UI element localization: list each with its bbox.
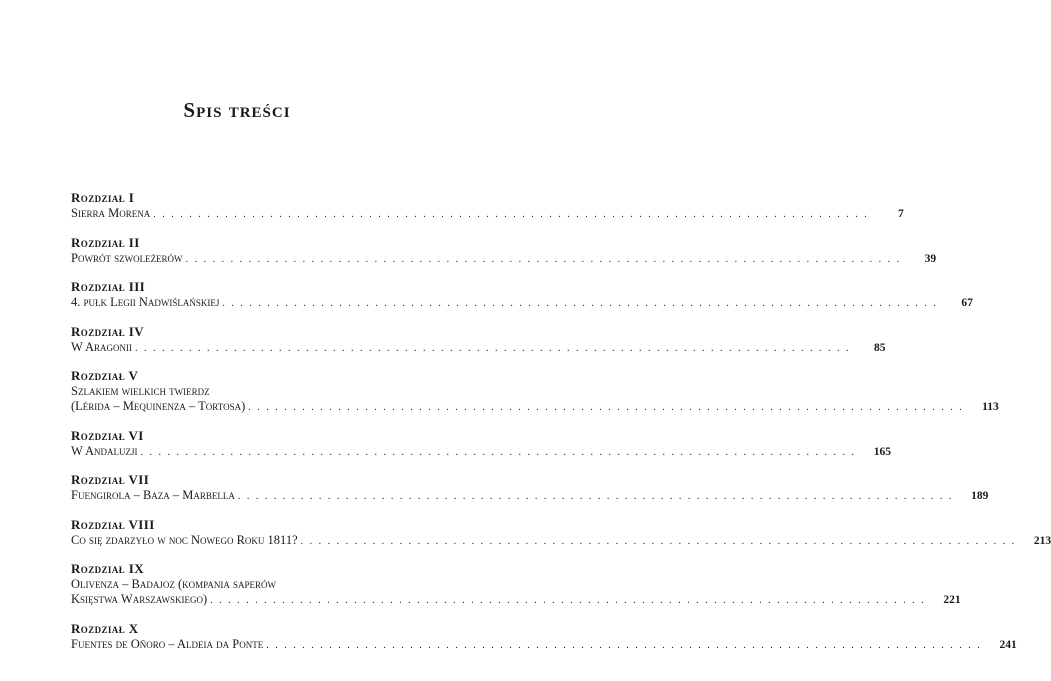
- page-number: 165: [873, 445, 892, 458]
- chapter-title: Księstwa Warszawskiego): [71, 592, 208, 606]
- chapter-title: Powrót szwoleżerów: [71, 250, 183, 265]
- chapter-label: Rozdział I: [71, 190, 135, 205]
- dot-leader: . . . . . . . . . . . . . . . . . . . . . . . . . . . . . . . . . . . . . . . . . . . . . . . . . . . . . . . . . . . . . . . . . . . . . . . . . . . . . . . .: [266, 639, 982, 651]
- toc-entry[interactable]: [71, 427, 892, 460]
- chapter-title-line: [71, 295, 973, 311]
- chapter-title-line: [71, 250, 937, 267]
- page-number: 213: [1033, 534, 1051, 547]
- chapter-title-line: [71, 399, 999, 415]
- chapter-title-line: [71, 488, 989, 504]
- chapter-title-line: [71, 206, 904, 222]
- chapter-label: Rozdział X: [71, 620, 139, 636]
- toc-entry[interactable]: [71, 279, 973, 311]
- dot-leader: . . . . . . . . . . . . . . . . . . . . . . . . . . . . . . . . . . . . . . . . . . . . . . . . . . . . . . . . . . . . . . . . . . . . . . . . . . . . . . . .: [140, 446, 857, 458]
- chapter-title-line: [71, 532, 1051, 549]
- page-number: 113: [982, 401, 999, 413]
- toc-entry[interactable]: [71, 561, 961, 608]
- toc-entry[interactable]: [71, 516, 1051, 549]
- toc-entry[interactable]: [71, 472, 989, 504]
- table-of-contents: [71, 190, 1051, 665]
- chapter-label: Rozdział V: [71, 368, 139, 383]
- toc-entry[interactable]: [71, 323, 886, 356]
- chapter-title: W Andaluzji: [71, 443, 138, 458]
- chapter-label: Rozdział IX: [71, 561, 144, 576]
- page-number: 221: [943, 594, 961, 606]
- dot-leader: . . . . . . . . . . . . . . . . . . . . . . . . . . . . . . . . . . . . . . . . . . . . . . . . . . . . . . . . . . . . . . . . . . . . . . . . . . . . . . . .: [210, 595, 926, 606]
- page-number: 7: [897, 208, 904, 220]
- dot-leader: . . . . . . . . . . . . . . . . . . . . . . . . . . . . . . . . . . . . . . . . . . . . . . . . . . . . . . . . . . . . . . . . . . . . . . . . . . . . . . . .: [153, 209, 869, 220]
- dot-leader: . . . . . . . . . . . . . . . . . . . . . . . . . . . . . . . . . . . . . . . . . . . . . . . . . . . . . . . . . . . . . . . . . . . . . . . . . . . . . . . .: [300, 535, 1017, 547]
- chapter-title-line: [71, 339, 886, 356]
- chapter-title: (Lérida – Mequinenza – Tortosa): [71, 399, 246, 413]
- chapter-title-line: [71, 636, 1017, 653]
- toc-entry[interactable]: [71, 234, 937, 267]
- page-number: 241: [999, 638, 1017, 651]
- chapter-title: Fuentes de Oñoro – Aldeia da Ponte: [71, 636, 264, 651]
- chapter-label: Rozdział VIII: [71, 516, 155, 532]
- dot-leader: . . . . . . . . . . . . . . . . . . . . . . . . . . . . . . . . . . . . . . . . . . . . . . . . . . . . . . . . . . . . . . . . . . . . . . . . . . . . . . . .: [135, 342, 851, 354]
- chapter-title: Olivenza – Badajoz (kompania saperów: [71, 577, 276, 591]
- chapter-title: W Aragonii: [71, 339, 133, 354]
- page-number: 67: [961, 297, 973, 309]
- chapter-title-line: [71, 443, 892, 460]
- chapter-title: Szlakiem wielkich twierdz: [71, 384, 210, 398]
- chapter-title-line: [71, 592, 961, 608]
- toc-entry[interactable]: [71, 620, 1017, 653]
- chapter-title: Co się zdarzyło w noc Nowego Roku 1811?: [71, 532, 298, 547]
- chapter-title-line: [71, 384, 414, 399]
- toc-entry[interactable]: [71, 368, 999, 415]
- page-number: 39: [924, 252, 937, 265]
- chapter-title: Fuengirola – Baza – Marbella: [71, 488, 235, 502]
- page-title: Spis treści: [183, 98, 291, 122]
- page-number: 85: [874, 341, 886, 354]
- toc-entry[interactable]: [71, 190, 904, 222]
- chapter-title-line: [71, 577, 414, 592]
- dot-leader: . . . . . . . . . . . . . . . . . . . . . . . . . . . . . . . . . . . . . . . . . . . . . . . . . . . . . . . . . . . . . . . . . . . . . . . . . . . . . . . .: [185, 253, 902, 265]
- dot-leader: . . . . . . . . . . . . . . . . . . . . . . . . . . . . . . . . . . . . . . . . . . . . . . . . . . . . . . . . . . . . . . . . . . . . . . . . . . . . . . . .: [248, 402, 964, 413]
- chapter-label: Rozdział III: [71, 279, 146, 294]
- chapter-title: 4. pułk Legii Nadwiślańskiej: [71, 295, 220, 309]
- dot-leader: . . . . . . . . . . . . . . . . . . . . . . . . . . . . . . . . . . . . . . . . . . . . . . . . . . . . . . . . . . . . . . . . . . . . . . . . . . . . . . . .: [222, 298, 938, 309]
- dot-leader: . . . . . . . . . . . . . . . . . . . . . . . . . . . . . . . . . . . . . . . . . . . . . . . . . . . . . . . . . . . . . . . . . . . . . . . . . . . . . . . .: [237, 491, 954, 502]
- chapter-label: Rozdział VII: [71, 472, 150, 487]
- chapter-label: Rozdział IV: [71, 323, 144, 339]
- chapter-title: Sierra Morena: [71, 206, 151, 220]
- chapter-label: Rozdział II: [71, 234, 140, 250]
- page-number: 189: [971, 490, 989, 502]
- chapter-label: Rozdział VI: [71, 427, 144, 443]
